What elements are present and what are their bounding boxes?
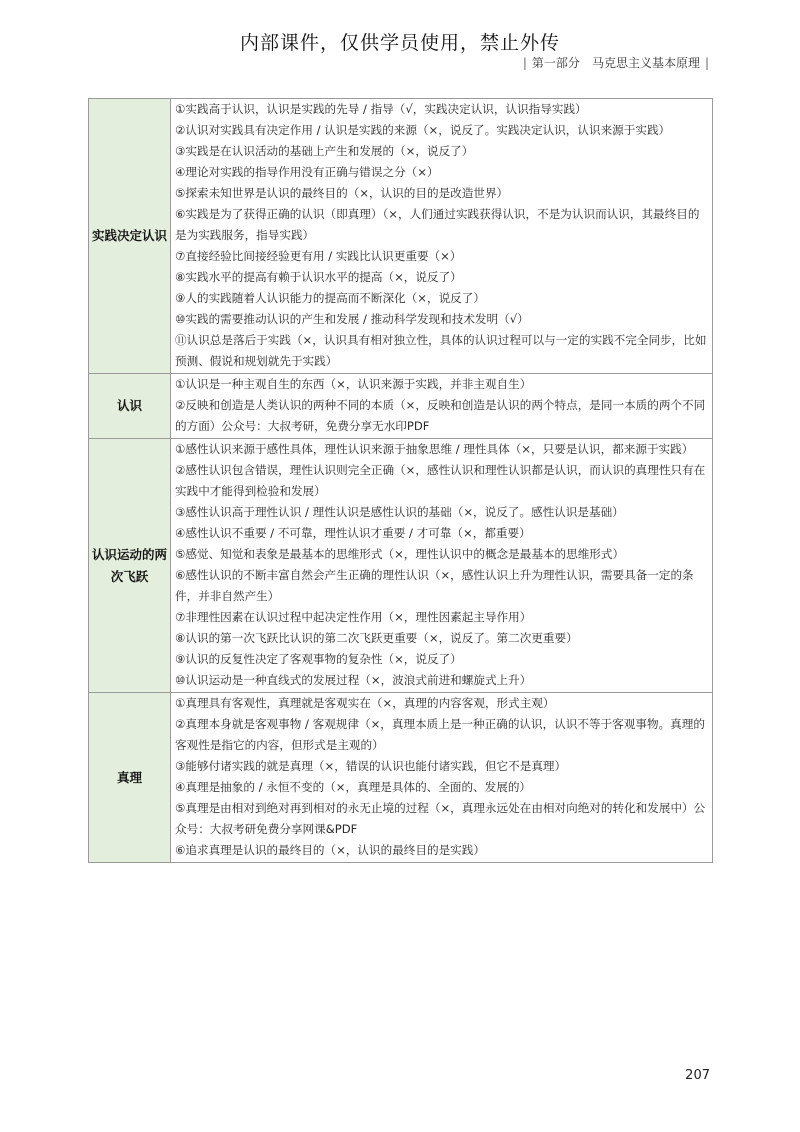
list-item: ②反映和创造是人类认识的两种不同的本质（×，反映和创造是认识的两个特点，是同一本质的两个不同的方面）公众号：大叔考研，免费分享无水印PDF bbox=[175, 398, 706, 433]
row-label: 认识 bbox=[89, 374, 171, 439]
list-item: ⑨认识的反复性决定了客观事物的复杂性（×，说反了） bbox=[175, 652, 462, 666]
section-title: 马克思主义基本原理 bbox=[591, 56, 700, 70]
list-item: ⑦直接经验比间接经验更有用 / 实践比认识更重要（×） bbox=[175, 249, 462, 263]
list-item: ④理论对实践的指导作用没有正确与错误之分（×） bbox=[175, 165, 439, 179]
list-item: ⑥实践是为了获得正确的认识（即真理）（×，人们通过实践获得认识，不是为认识而认识，其最终目的是为实践服务，指导实践） bbox=[175, 207, 700, 242]
list-item: ④真理是抽象的 / 永恒不变的（×，真理是具体的、全面的、发展的） bbox=[175, 780, 532, 794]
table-row bbox=[89, 439, 713, 693]
table-row bbox=[89, 374, 713, 439]
table-row bbox=[89, 99, 713, 374]
content-table bbox=[88, 98, 713, 863]
row-label: 认识运动的两次飞跃 bbox=[89, 439, 171, 693]
list-item: ②真理本身就是客观事物 / 客观规律（×，真理本质上是一种正确的认识，认识不等于客观事物。真理的客观性是指它的内容，但形式是主观的） bbox=[175, 717, 705, 752]
row-label: 真理 bbox=[89, 693, 171, 863]
list-item: ⑨人的实践随着人认识能力的提高而不断深化（×，说反了） bbox=[175, 291, 485, 305]
list-item: ⑧实践水平的提高有赖于认识水平的提高（×，说反了） bbox=[175, 270, 462, 284]
list-item: ③感性认识高于理性认识 / 理性认识是感性认识的基础（×，说反了。感性认识是基础） bbox=[175, 505, 624, 519]
page-banner: 内部课件，仅供学员使用，禁止外传 bbox=[239, 32, 560, 54]
section-part: 第一部分 bbox=[531, 56, 580, 70]
list-item: ②认识对实践具有决定作用 / 认识是实践的来源（×，说反了。实践决定认识，认识来源于实践） bbox=[175, 123, 671, 137]
divider: | bbox=[522, 56, 527, 70]
list-item: ③能够付诸实践的就是真理（×，错误的认识也能付诸实践，但它不是真理） bbox=[175, 759, 567, 773]
table-row bbox=[89, 693, 713, 863]
list-item: ④感性认识不重要 / 不可靠，理性认识才重要 / 才可靠（×，都重要） bbox=[175, 526, 531, 540]
list-item: ⑤感觉、知觉和表象是最基本的思维形式（×，理性认识中的概念是最基本的思维形式） bbox=[175, 547, 625, 561]
row-content bbox=[171, 693, 713, 863]
list-item: ②感性认识包含错误，理性认识则完全正确（×，感性认识和理性认识都是认识，而认识的真理性只有在实践中才能得到检验和发展） bbox=[175, 463, 706, 498]
list-item: ⑤真理是由相对到绝对再到相对的永无止境的过程（×，真理永远处在由相对向绝对的转化和发展中）公众号：大叔考研免费分享网课&PDF bbox=[175, 801, 706, 836]
list-item: ①认识是一种主观自生的东西（×，认识来源于实践，并非主观自生） bbox=[175, 377, 532, 391]
list-item: ①实践高于认识，认识是实践的先导 / 指导（√，实践决定认识，认识指导实践） bbox=[175, 102, 587, 116]
section-header bbox=[518, 54, 714, 71]
page-number: 207 bbox=[685, 1068, 710, 1083]
list-item: ⑤探索未知世界是认识的最终目的（×，认识的目的是改造世界） bbox=[175, 186, 509, 200]
list-item: ⑩实践的需要推动认识的产生和发展 / 推动科学发现和技术发明（√） bbox=[175, 312, 529, 326]
list-item: ⑦非理性因素在认识过程中起决定性作用（×，理性因素起主导作用） bbox=[175, 610, 532, 624]
list-item: ①感性认识来源于感性具体，理性认识来源于抽象思维 / 理性具体（×，只要是认识，都来源于实践） bbox=[175, 442, 694, 456]
list-item: ⑥追求真理是认识的最终目的（×，认识的最终目的是实践） bbox=[175, 843, 485, 857]
list-item: ⑥感性认识的不断丰富自然会产生正确的理性认识（×，感性认识上升为理性认识，需要具备一定的条件，并非自然产生） bbox=[175, 568, 694, 603]
row-content bbox=[171, 374, 713, 439]
list-item: ⑩认识运动是一种直线式的发展过程（×，波浪式前进和螺旋式上升） bbox=[175, 673, 532, 687]
list-item: ③实践是在认识活动的基础上产生和发展的（×，说反了） bbox=[175, 144, 474, 158]
row-content bbox=[171, 439, 713, 693]
list-item: ⑪认识总是落后于实践（×，认识具有相对独立性，具体的认识过程可以与一定的实践不完全同步，比如预测、假说和规划就先于实践） bbox=[175, 333, 707, 368]
row-content bbox=[171, 99, 713, 374]
row-label: 实践决定认识 bbox=[89, 99, 171, 374]
list-item: ①真理具有客观性，真理就是客观实在（×，真理的内容客观，形式主观） bbox=[175, 696, 555, 710]
divider: | bbox=[704, 56, 709, 70]
list-item: ⑧认识的第一次飞跃比认识的第二次飞跃更重要（×，说反了。第二次更重要） bbox=[175, 631, 578, 645]
